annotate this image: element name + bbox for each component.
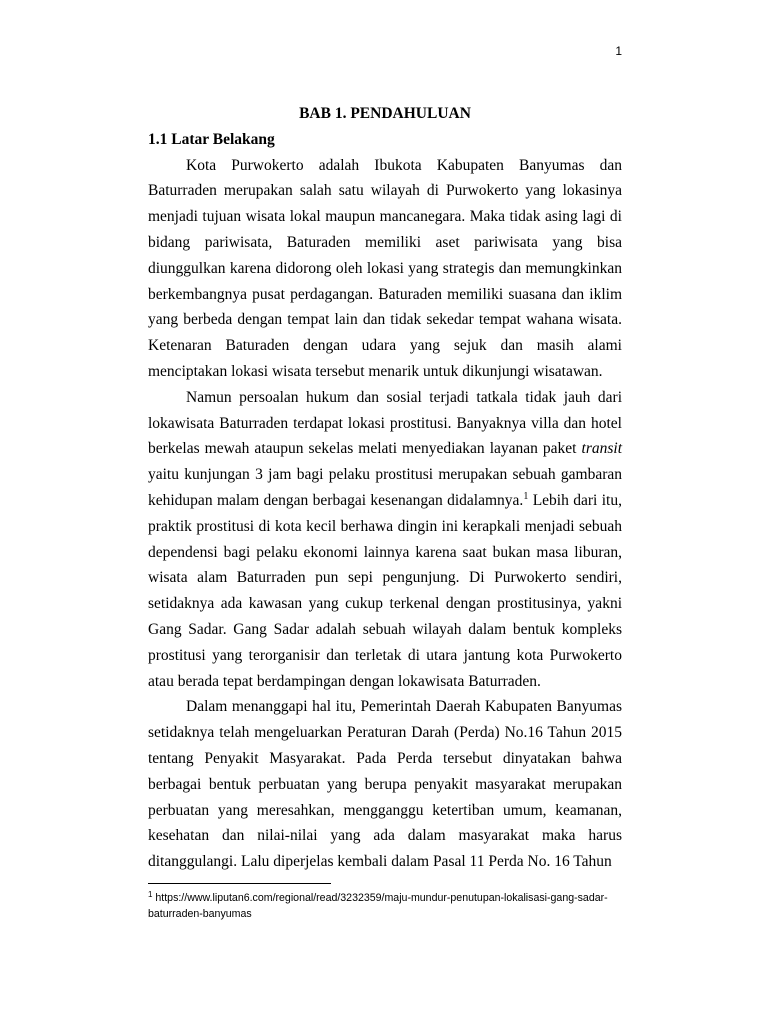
footnote-divider — [148, 883, 331, 884]
footnote-number: 1 — [148, 890, 153, 899]
footnote-url: https://www.liputan6.com/regional/read/3232359/maju-mundur-penutupan-lokalisasi-gang-sadar-baturraden-banyumas — [148, 892, 608, 920]
footnote — [148, 890, 622, 922]
italic-term: transit — [581, 440, 622, 458]
paragraph-2-text-a: Namun persoalan hukum dan sosial terjadi tatkala tidak jauh dari lokawisata Baturraden terdapat lokasi prostitusi. Banyaknya villa dan hotel berkelas mewah ataupun sekelas melati menyediakan layanan paket — [148, 388, 622, 458]
footnote-reference: 1 — [523, 490, 529, 502]
paragraph-2 — [148, 385, 622, 695]
section-title: 1.1 Latar Belakang — [148, 130, 275, 148]
paragraph-3: Dalam menanggapi hal itu, Pemerintah Daerah Kabupaten Banyumas setidaknya telah mengeluarkan Peraturan Darah (Perda) No.16 Tahun 2015 tentang Penyakit Masyarakat. Pada Perda tersebut dinyatakan bahwa berbagai bentuk perbuatan yang berupa penyakit masyarakat merupakan perbuatan yang meresahkan, mengganggu ketertiban umum, keamanan, kesehatan dan nilai-nilai yang ada dalam masyarakat maka harus ditanggulangi. Lalu diperjelas kembali dalam Pasal 11 Perda No. 16 Tahun — [148, 698, 622, 871]
page-number: 1 — [615, 44, 622, 58]
paragraph-2-text-b: yaitu kunjungan 3 jam bagi pelaku prostitusi merupakan sebuah gambaran kehidupan malam dengan berbagai kesenangan didalamnya. — [148, 466, 622, 509]
document-body — [148, 101, 622, 875]
paragraph-2-text-c: Lebih dari itu, praktik prostitusi di kota kecil berhawa dingin ini kerapkali menjadi sebuah dependensi bagi pelaku ekonomi lainnya karena saat bukan masa liburan, wisata alam Baturraden pun sepi pengunjung. Di Purwokerto sendiri, setidaknya ada kawasan yang cukup terkenal dengan prostitusinya, yakni Gang Sadar. Gang Sadar adalah sebuah wilayah dalam bentuk kompleks prostitusi yang terorganisir dan terletak di utara jantung kota Purwokerto atau berada tepat berdampingan dengan lokawisata Baturraden. — [148, 491, 622, 690]
paragraph-1: Kota Purwokerto adalah Ibukota Kabupaten Banyumas dan Baturraden merupakan salah satu wilayah di Purwokerto yang lokasinya menjadi tujuan wisata lokal maupun mancanegara. Maka tidak asing lagi di bidang pariwisata, Baturaden memiliki aset pariwisata yang bisa diunggulkan karena didorong oleh lokasi yang strategis dan memungkinkan berkembangnya pusat perdagangan. Baturaden memiliki suasana dan iklim yang berbeda dengan tempat lain dan tidak sekedar tempat wahana wisata. Ketenaran Baturaden dengan udara yang sejuk dan masih alami menciptakan lokasi wisata tersebut menarik untuk dikunjungi wisatawan. — [148, 156, 622, 380]
chapter-title: BAB 1. PENDAHULUAN — [299, 105, 471, 122]
